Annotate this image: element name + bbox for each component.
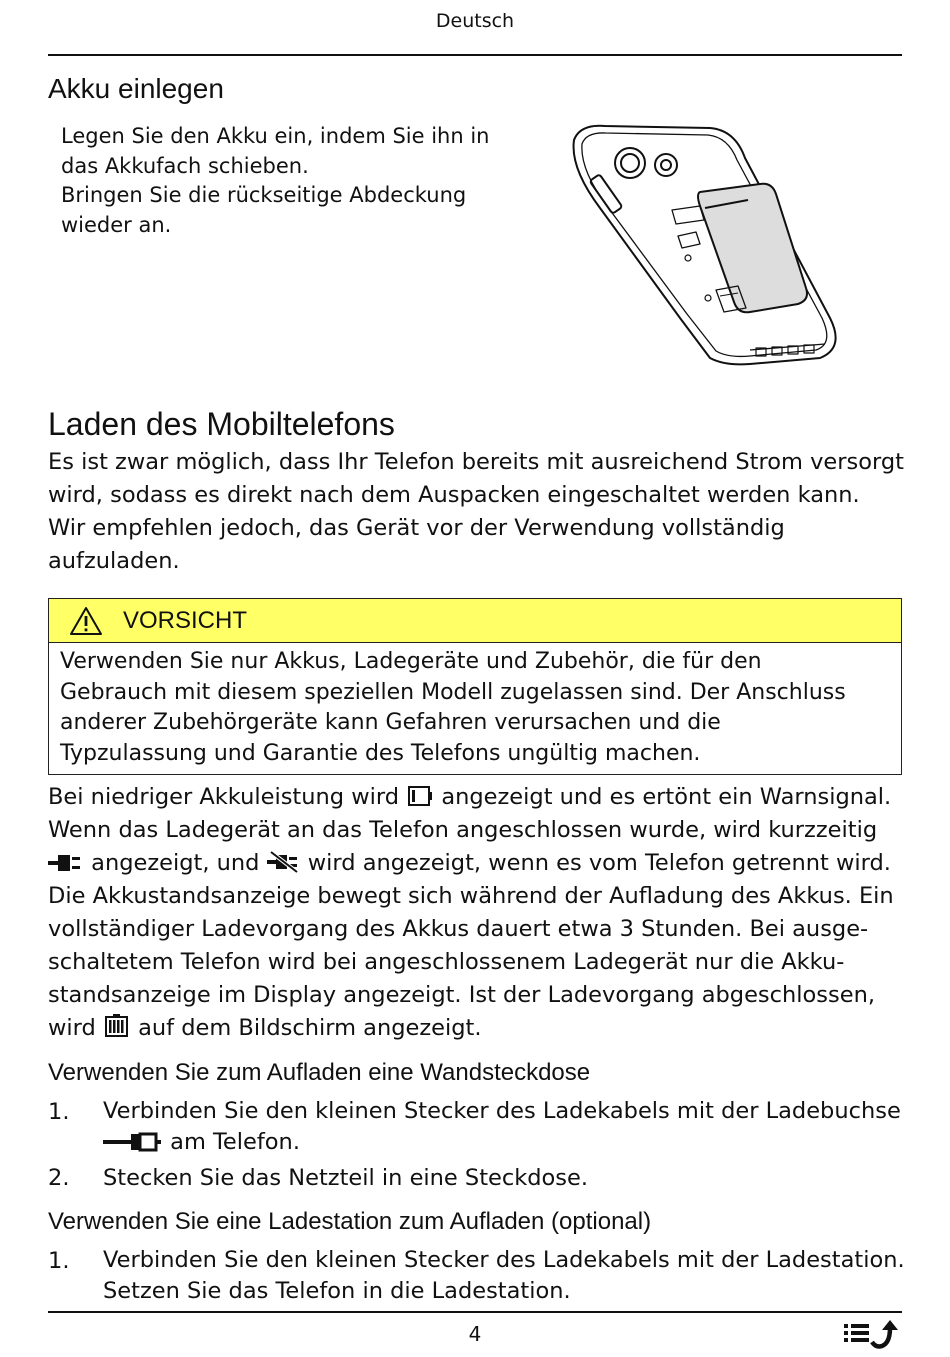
footer-rule [48,1311,902,1313]
list-item [48,1096,908,1158]
step-text: am Telefon. [170,1129,300,1155]
battery-info-line-5: vollständiger Ladevorgang des Akkus dauert etwa 3 Stunden. Bei ausge- [48,916,869,942]
charging-intro-line-3: Wir empfehlen jedoch, das Gerät vor der Verwendung vollständig [48,515,785,541]
caution-line-1: Verwenden Sie nur Akkus, Ladegeräte und Zubehör, die für den [60,649,762,674]
battery-line-1: Legen Sie den Akku ein, indem Sie ihn in [61,124,490,148]
step-text-line-2 [103,1127,901,1158]
battery-info [48,781,894,1045]
battery-full-icon [103,1013,131,1039]
battery-line-3: Bringen Sie die rückseitige Abdeckung [61,183,467,207]
page-header: Deutsch [435,10,515,32]
battery-info-text: wird angezeigt, wenn es vom Telefon getrennt wird. [307,850,891,876]
caution-text [49,643,901,774]
list-number: 2. [48,1165,70,1191]
caution-line-4: Typzulassung und Garantie des Telefons ungültig machen. [60,740,701,766]
phone-battery-insert-illustration [560,118,850,378]
section-title-wall-socket: Verwenden Sie zum Aufladen eine Wandsteckdose [48,1059,591,1086]
battery-line-2: das Akkufach schieben. [61,153,309,178]
battery-info-text: angezeigt und es ertönt ein Warnsignal. [441,784,892,810]
caution-header [49,599,901,643]
dock-steps [48,1245,908,1307]
battery-info-line-3 [48,847,894,880]
list-number: 1. [48,1099,70,1125]
section-title-charging: Laden des Mobiltelefons [48,406,395,442]
caution-box [48,598,902,775]
step-text: Stecken Sie das Netzteil in eine Steckdose. [103,1165,589,1191]
list-item [48,1245,908,1307]
wall-socket-steps [48,1096,908,1195]
battery-info-text: auf dem Bildschirm angezeigt. [138,1015,482,1041]
list-item [48,1162,908,1195]
battery-info-text: wird [48,1015,96,1041]
battery-instructions [61,122,489,240]
charger-connected-icon [48,852,84,874]
battery-low-icon [406,784,434,808]
battery-info-line-4: Die Akkustandsanzeige bewegt sich während der Aufladung des Akkus. Ein [48,883,894,909]
battery-info-line-6: schaltetem Telefon wird bei angeschlossenem Ladegerät nur die Akku- [48,949,845,975]
section-title-dock: Verwenden Sie eine Ladestation zum Aufladen (optional) [48,1208,652,1235]
page-number: 4 [468,1322,482,1346]
caution-line-2: Gebrauch mit diesem speziellen Modell zugelassen sind. Der Anschluss [60,679,846,705]
battery-info-line-8 [48,1012,894,1045]
battery-info-line-7: standsanzeige im Display angezeigt. Ist der Ladevorgang abgeschlossen, [48,982,875,1008]
step-text: Verbinden Sie den kleinen Stecker des Ladekabels mit der Ladebuchse [103,1098,901,1124]
toc-back-icon[interactable] [842,1318,900,1350]
step-text: Verbinden Sie den kleinen Stecker des Ladekabels mit der Ladestation. [103,1247,905,1273]
charger-disconnected-icon [267,850,301,874]
battery-info-line-1 [48,781,894,814]
list-number: 1. [48,1248,70,1274]
charging-intro [48,446,904,578]
battery-line-4: wieder an. [61,212,172,237]
header-rule [48,54,902,56]
caution-line-3: anderer Zubehörgeräte kann Gefahren verursachen und die [60,710,721,735]
charging-intro-line-2: wird, sodass es direkt nach dem Auspacken eingeschaltet werden kann. [48,482,860,508]
charging-intro-line-1: Es ist zwar möglich, dass Ihr Telefon bereits mit ausreichend Strom versorgt [48,449,904,475]
step-text-line-2: Setzen Sie das Telefon in die Ladestation. [103,1278,571,1304]
charging-intro-line-4: aufzuladen. [48,548,180,574]
warning-triangle-icon [69,606,103,636]
charging-port-icon [103,1131,163,1153]
battery-info-text: Bei niedriger Akkuleistung wird [48,784,400,810]
caution-title: VORSICHT [123,606,248,634]
section-title-battery: Akku einlegen [48,73,224,104]
battery-info-text: angezeigt, und [91,850,260,876]
battery-info-line-2: Wenn das Ladegerät an das Telefon angeschlossen wurde, wird kurzzeitig [48,817,878,843]
